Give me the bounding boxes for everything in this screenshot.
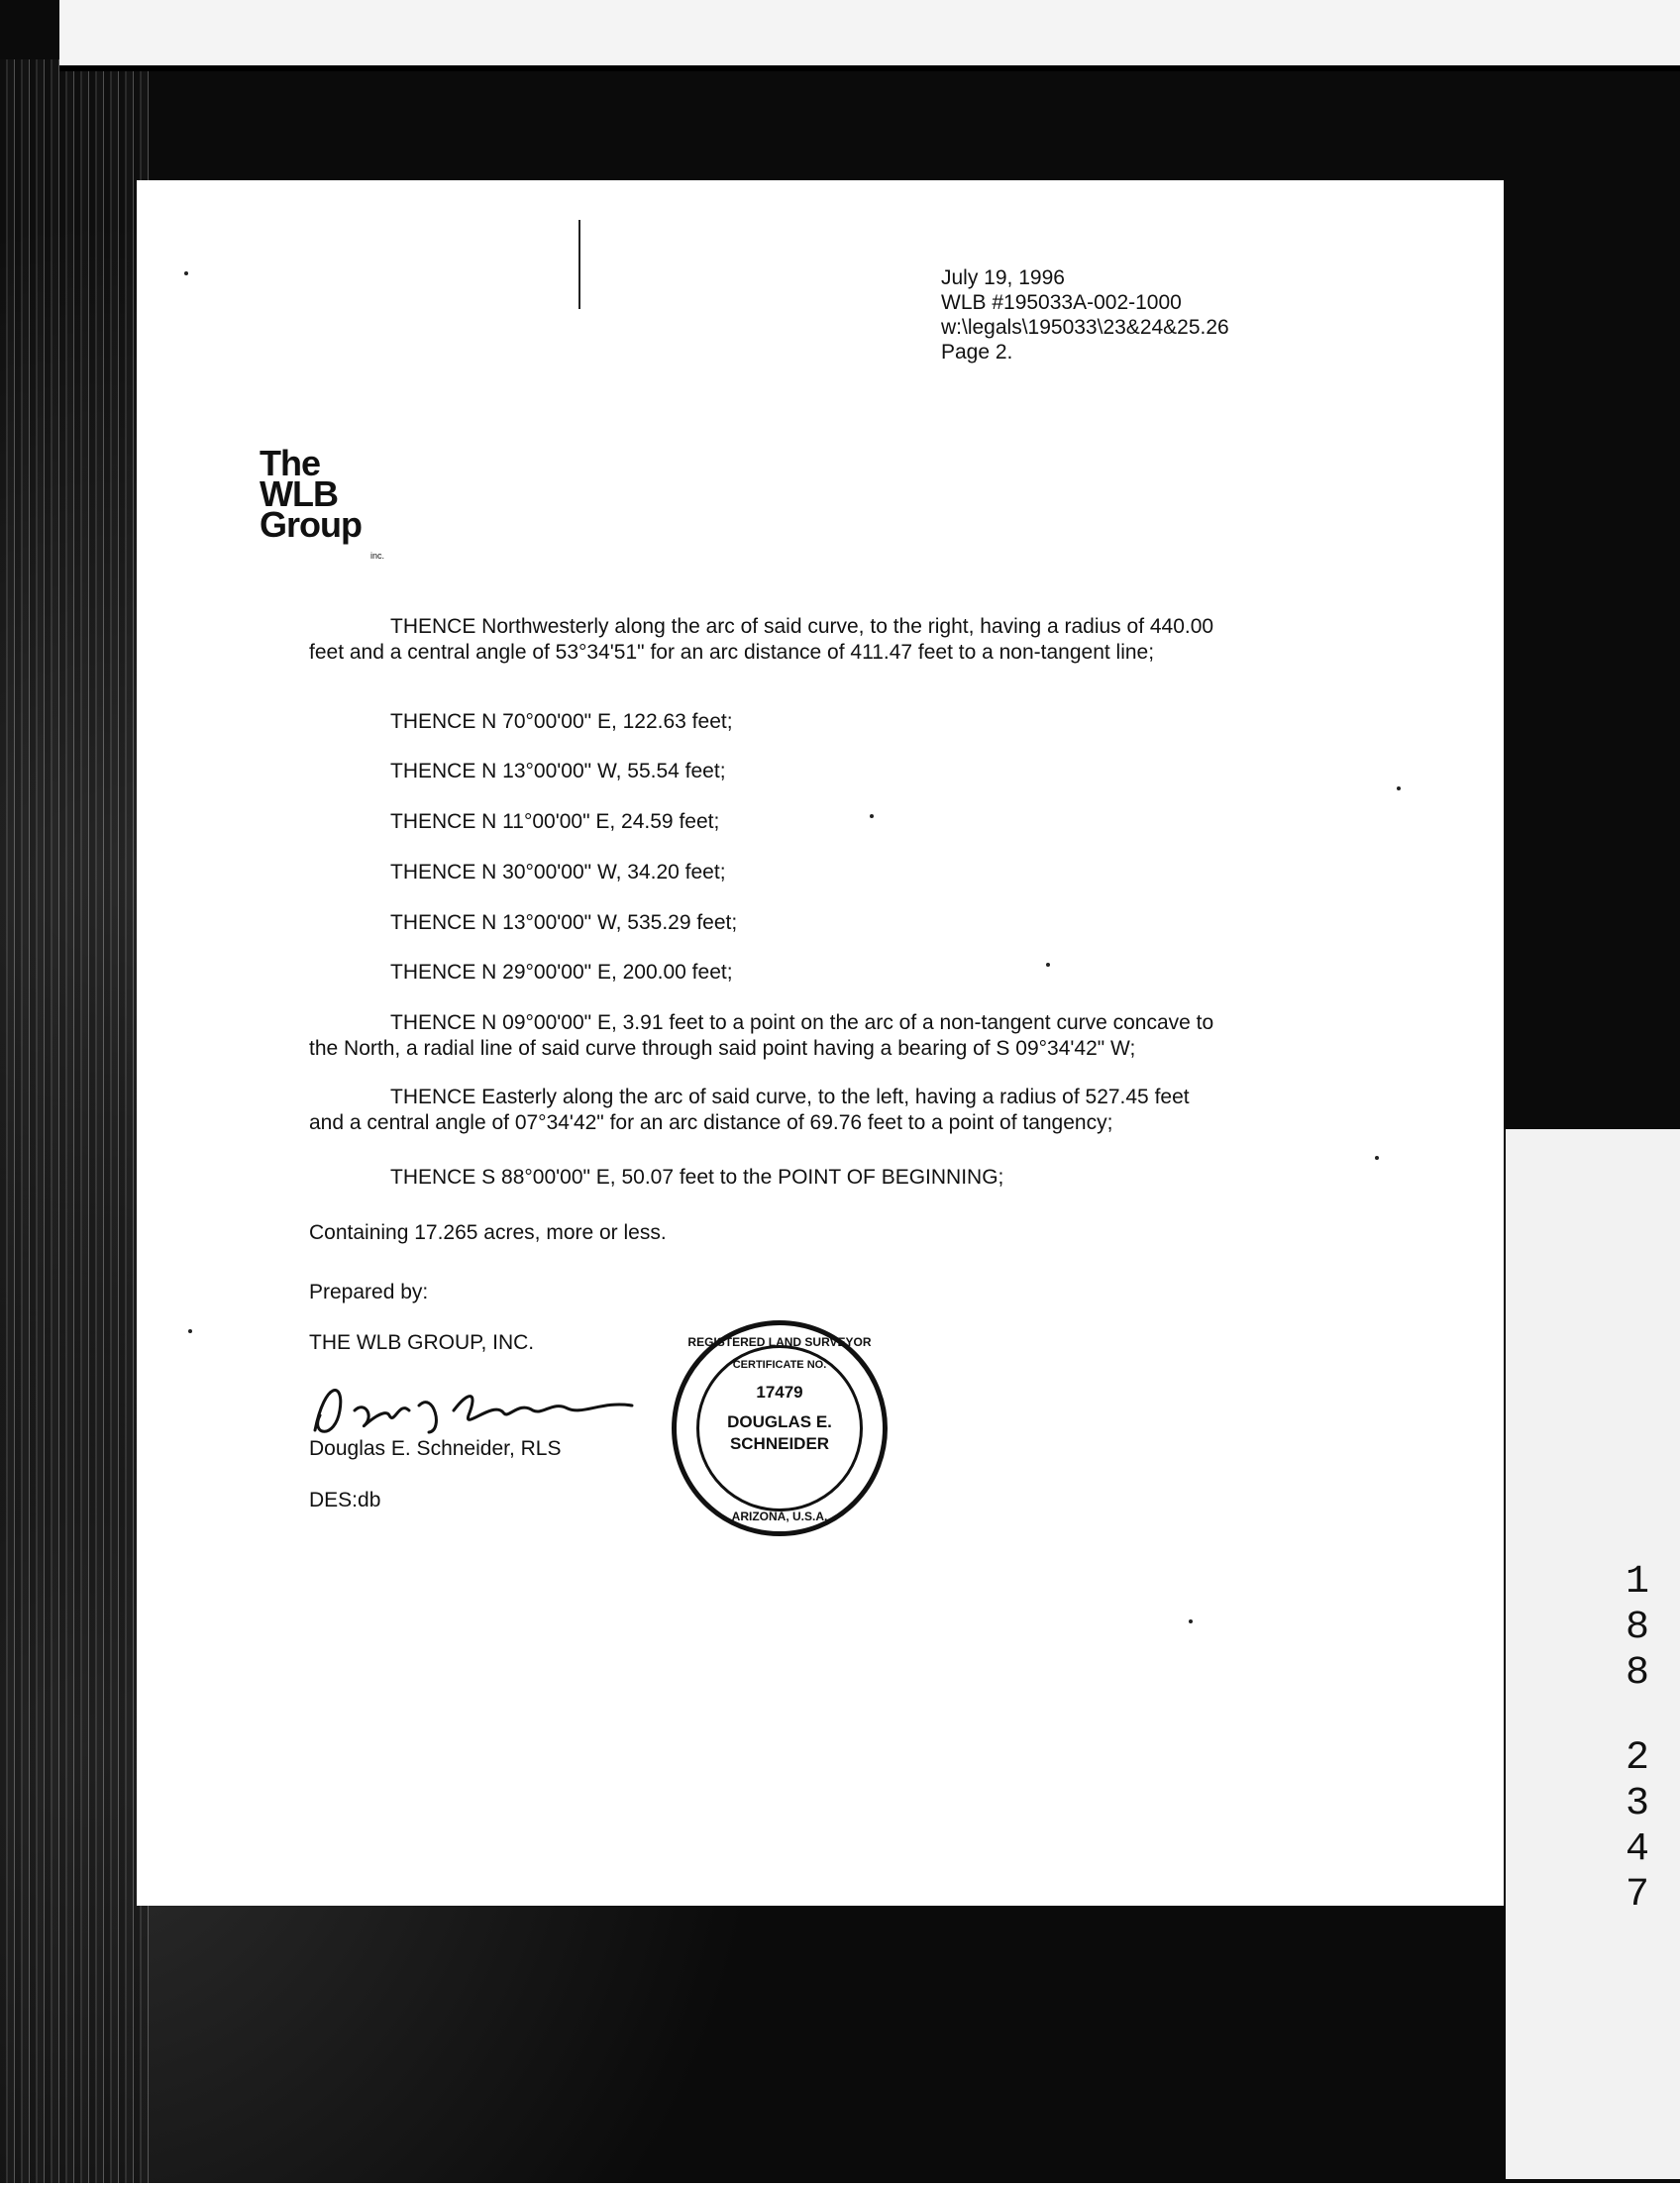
surveyor-seal — [672, 1320, 888, 1536]
document-control-number — [1613, 1560, 1662, 1919]
typist-initials: DES:db — [309, 1489, 381, 1511]
seal-bottom-text: ARIZONA, U.S.A. — [731, 1510, 828, 1523]
scan-edge-noise — [0, 59, 149, 2187]
prepared-by-label: Prepared by: — [309, 1281, 429, 1303]
logo-line: WLB — [260, 473, 338, 514]
scan-crease — [578, 220, 580, 309]
scan-speck — [188, 1329, 192, 1333]
margin-digit: 4 — [1625, 1827, 1649, 1872]
page-number: Page 2. — [941, 341, 1013, 364]
legal-paragraph-line: THENCE S 88°00'00" E, 50.07 feet to the POINT OF BEGINNING; — [390, 1166, 1004, 1189]
margin-digit: 2 — [1625, 1736, 1649, 1781]
seal-name-line: SCHNEIDER — [729, 1434, 830, 1453]
course-line: THENCE N 13°00'00" W, 55.54 feet; — [390, 760, 726, 782]
margin-digit: 3 — [1625, 1782, 1649, 1826]
legal-paragraph-line: feet and a central angle of 53°34'51" for an arc distance of 411.47 feet to a non-tangent line; — [309, 641, 1155, 664]
company-name: THE WLB GROUP, INC. — [309, 1331, 535, 1354]
document-header — [941, 265, 1229, 364]
legal-paragraph-line: THENCE Northwesterly along the arc of said curve, to the right, having a radius of 440.00 — [390, 615, 1214, 638]
legal-paragraph-line: THENCE N 09°00'00" E, 3.91 feet to a point on the arc of a non-tangent curve concave to — [390, 1011, 1214, 1034]
margin-digit: 1 — [1625, 1560, 1649, 1605]
logo-line: Group — [260, 504, 362, 545]
scan-speck — [1397, 786, 1401, 790]
legal-paragraph-line: and a central angle of 07°34'42" for an arc distance of 69.76 feet to a point of tangency; — [309, 1111, 1113, 1134]
scan-speck — [1189, 1619, 1193, 1623]
seal-name-line: DOUGLAS E. — [727, 1412, 832, 1431]
scan-top-shadow — [59, 65, 1680, 71]
scan-speck — [1046, 963, 1050, 967]
containing-line: Containing 17.265 acres, more or less. — [309, 1221, 667, 1244]
wlb-group-logo — [260, 443, 385, 561]
margin-digit: 7 — [1625, 1873, 1649, 1918]
scan-speck — [1375, 1156, 1379, 1160]
seal-top-text: REGISTERED LAND SURVEYOR — [687, 1335, 872, 1349]
course-line: THENCE N 13°00'00" W, 535.29 feet; — [390, 911, 738, 934]
scan-bottom-edge — [0, 2183, 1680, 2187]
margin-digit: 8 — [1625, 1651, 1649, 1696]
logo-line: The — [260, 443, 321, 483]
wlb-number: WLB #195033A-002-1000 — [941, 291, 1182, 314]
course-line: THENCE N 30°00'00" W, 34.20 feet; — [390, 861, 726, 884]
seal-certificate-label: CERTIFICATE NO. — [732, 1359, 827, 1371]
course-line: THENCE N 11°00'00" E, 24.59 feet; — [390, 810, 720, 833]
signer-name: Douglas E. Schneider, RLS — [309, 1437, 562, 1460]
scan-speck — [184, 271, 188, 275]
scan-top-edge — [59, 0, 1680, 65]
scan-speck — [870, 814, 874, 818]
margin-digit: 8 — [1625, 1606, 1649, 1650]
document-date: July 19, 1996 — [941, 266, 1065, 289]
document-page — [137, 180, 1504, 1906]
seal-certificate-number: 17479 — [756, 1383, 803, 1402]
course-line: THENCE N 70°00'00" E, 122.63 feet; — [390, 710, 733, 733]
file-path: w:\legals\195033\23&24&25.26 — [941, 316, 1229, 339]
logo-suffix: inc. — [370, 551, 385, 561]
course-line: THENCE N 29°00'00" E, 200.00 feet; — [390, 961, 733, 984]
legal-paragraph-line: THENCE Easterly along the arc of said curve, to the left, having a radius of 527.45 feet — [390, 1086, 1190, 1108]
legal-paragraph-line: the North, a radial line of said curve through said point having a bearing of S 09°34'42" W; — [309, 1037, 1136, 1060]
